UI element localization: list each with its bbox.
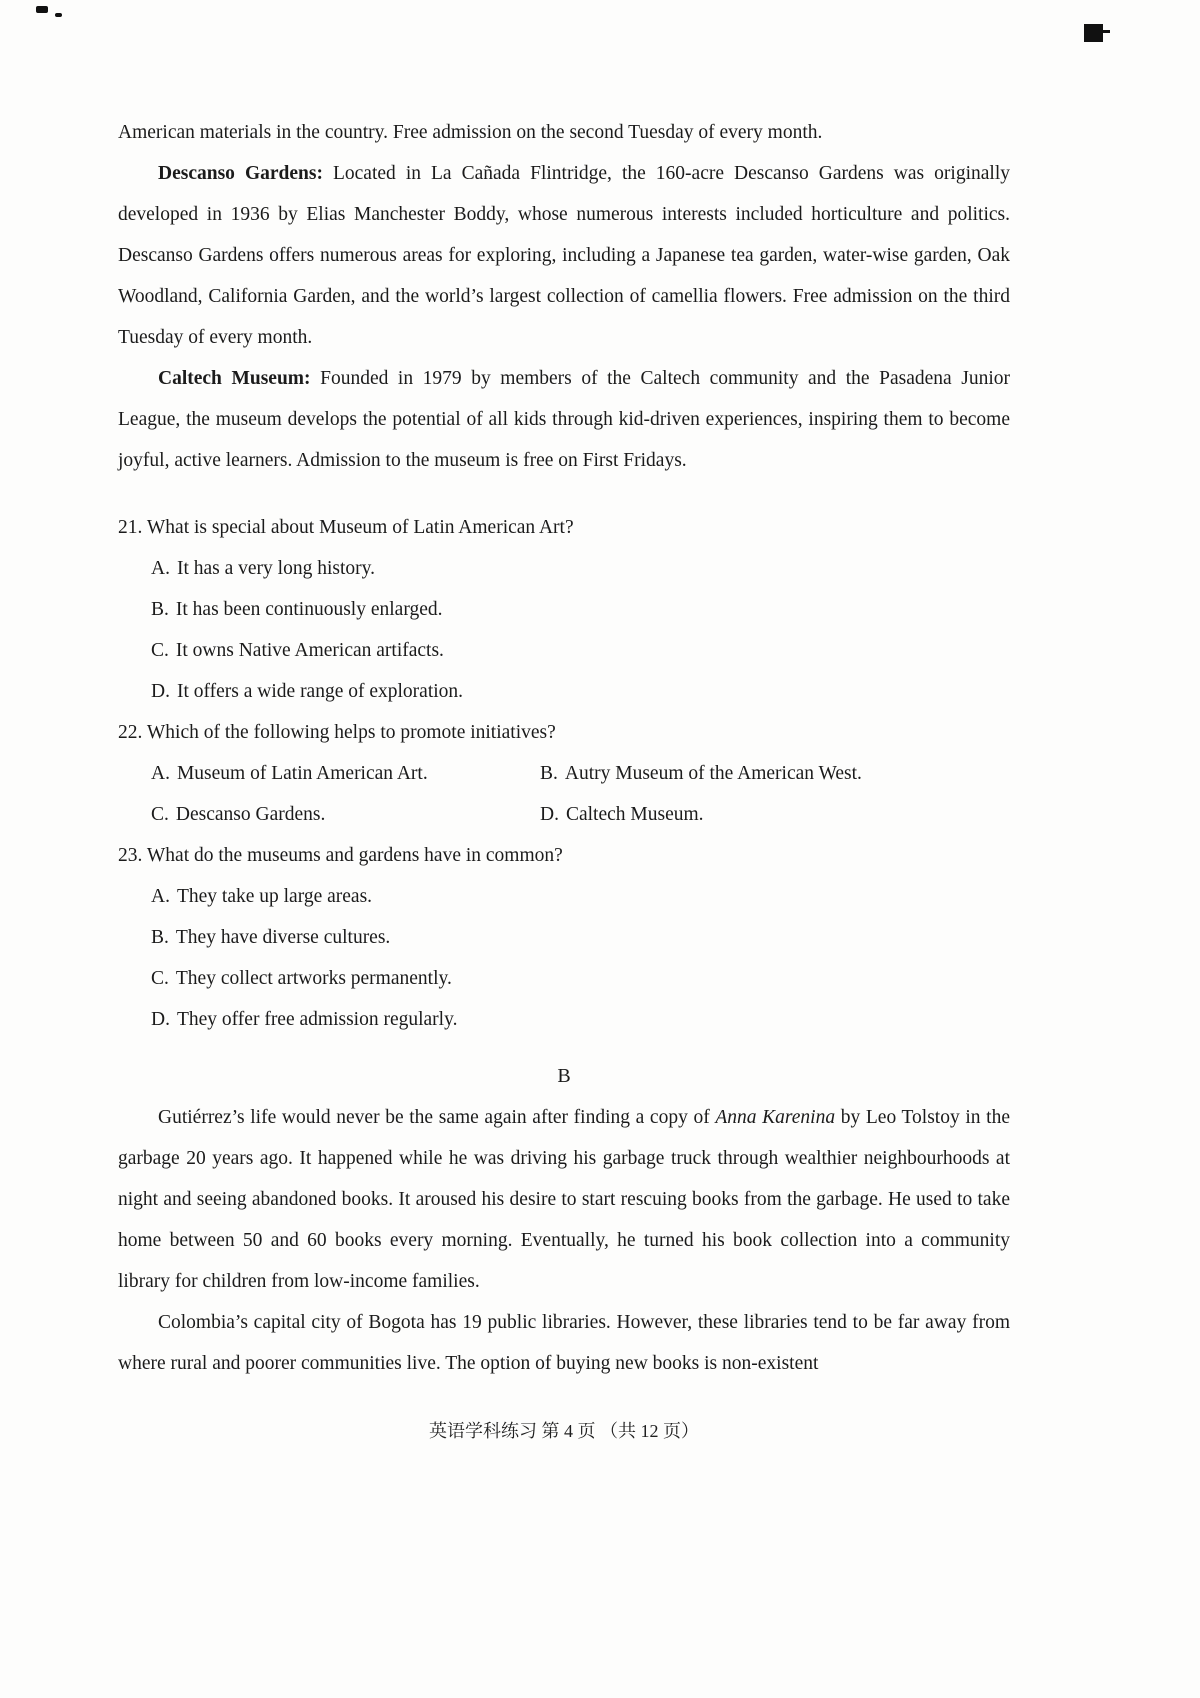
caltech-museum-heading: Caltech Museum: [158,368,311,389]
question-22-text: Which of the following helps to promote initiatives? [146,722,556,743]
option-label: C. [151,804,169,825]
scan-artifact-corner [1084,24,1103,42]
question-21-text: What is special about Museum of Latin American Art? [146,517,574,538]
caltech-museum-paragraph [118,358,1010,481]
descanso-gardens-text: Located in La Cañada Flintridge, the 160-acre Descanso Gardens was originally developed in 1936 by Elias Manchester Boddy, whose numerous interests included horticulture and politics. Descanso Gardens offers numerous areas for exploring, including a Japanese tea garden, water-wise garden, Oak Woodland, California Garden, and the world’s largest collection of camellia flowers. Free admission on the third Tuesday of every month. [118,163,1010,348]
page-content [118,112,1010,1384]
scan-artifact-speck [36,6,48,13]
question-21-options [151,548,1010,712]
question-23-text: What do the museums and gardens have in common? [146,845,563,866]
option-text: They offer free admission regularly. [176,1009,458,1030]
option-label: A. [151,886,170,907]
question-23-options [151,876,1010,1040]
option-text: Descanso Gardens. [175,804,326,825]
question-23 [118,835,1010,1040]
question-23-option-c [151,958,1010,999]
scan-artifact-corner-tail [1100,30,1110,33]
question-21-option-d [151,671,1010,712]
option-text: Museum of Latin American Art. [176,763,428,784]
questions-section [118,507,1010,1040]
question-22-option-a [151,753,540,794]
question-21 [118,507,1010,712]
question-22-number: 22. [118,722,143,743]
option-label: D. [540,804,559,825]
question-22-option-d [540,794,1010,835]
option-label: A. [151,558,170,579]
option-text: Caltech Museum. [565,804,704,825]
option-label: C. [151,968,169,989]
question-23-option-d [151,999,1010,1040]
question-21-option-b [151,589,1010,630]
section-b-label: B [557,1065,571,1087]
option-text: It has a very long history. [176,558,375,579]
option-text: They take up large areas. [176,886,373,907]
option-text: It owns Native American artifacts. [175,640,444,661]
option-text: It has been continuously enlarged. [175,599,443,620]
descanso-gardens-heading: Descanso Gardens: [158,163,323,184]
passage-a-continuation-paragraph [118,112,1010,153]
option-text: Autry Museum of the American West. [564,763,862,784]
passage-text: American materials in the country. Free admission on the second Tuesday of every month. [118,122,823,143]
option-label: A. [151,763,170,784]
option-text: They collect artworks permanently. [175,968,452,989]
passage-text: Colombia’s capital city of Bogota has 19 public libraries. However, these libraries tend to be far away from where rural and poorer communities live. The option of buying new books is non-existent [118,1312,1010,1374]
option-label: D. [151,1009,170,1030]
option-label: C. [151,640,169,661]
option-label: B. [540,763,558,784]
passage-text: Gutiérrez’s life would never be the same again after finding a copy of [158,1107,716,1128]
question-21-option-c [151,630,1010,671]
question-23-stem [118,835,1010,876]
option-label: B. [151,927,169,948]
caltech-museum-text: Founded in 1979 by members of the Caltech community and the Pasadena Junior League, the museum develops the potential of all kids through kid-driven experiences, inspiring them to become joyful, active learners. Admission to the museum is free on First Fridays. [118,368,1010,471]
question-23-option-a [151,876,1010,917]
book-title-italic: Anna Karenina [715,1107,836,1128]
question-22-stem [118,712,1010,753]
option-text: They have diverse cultures. [175,927,391,948]
question-23-option-b [151,917,1010,958]
passage-b-paragraph-2 [118,1302,1010,1384]
descanso-gardens-paragraph [118,153,1010,358]
passage-text: by Leo Tolstoy in the garbage 20 years ago. It happened while he was driving his garbage truck through wealthier neighbourhoods at night and seeing abandoned books. It aroused his desire to start rescuing books from the garbage. He used to take home between 50 and 60 books every morning. Eventually, he turned his book collection into a community library for children from low-income families. [118,1107,1010,1292]
question-22-option-b [540,753,1010,794]
page-footer: 英语学科练习 第 4 页 （共 12 页） [429,1421,699,1441]
question-23-number: 23. [118,845,143,866]
question-22-options [151,753,1010,835]
passage-b-paragraph-1 [118,1097,1010,1302]
question-21-stem [118,507,1010,548]
option-text: It offers a wide range of exploration. [176,681,464,702]
option-label: D. [151,681,170,702]
question-22-option-c [151,794,540,835]
scan-artifact-speck [55,13,62,17]
option-label: B. [151,599,169,620]
question-21-option-a [151,548,1010,589]
question-22 [118,712,1010,835]
question-21-number: 21. [118,517,143,538]
